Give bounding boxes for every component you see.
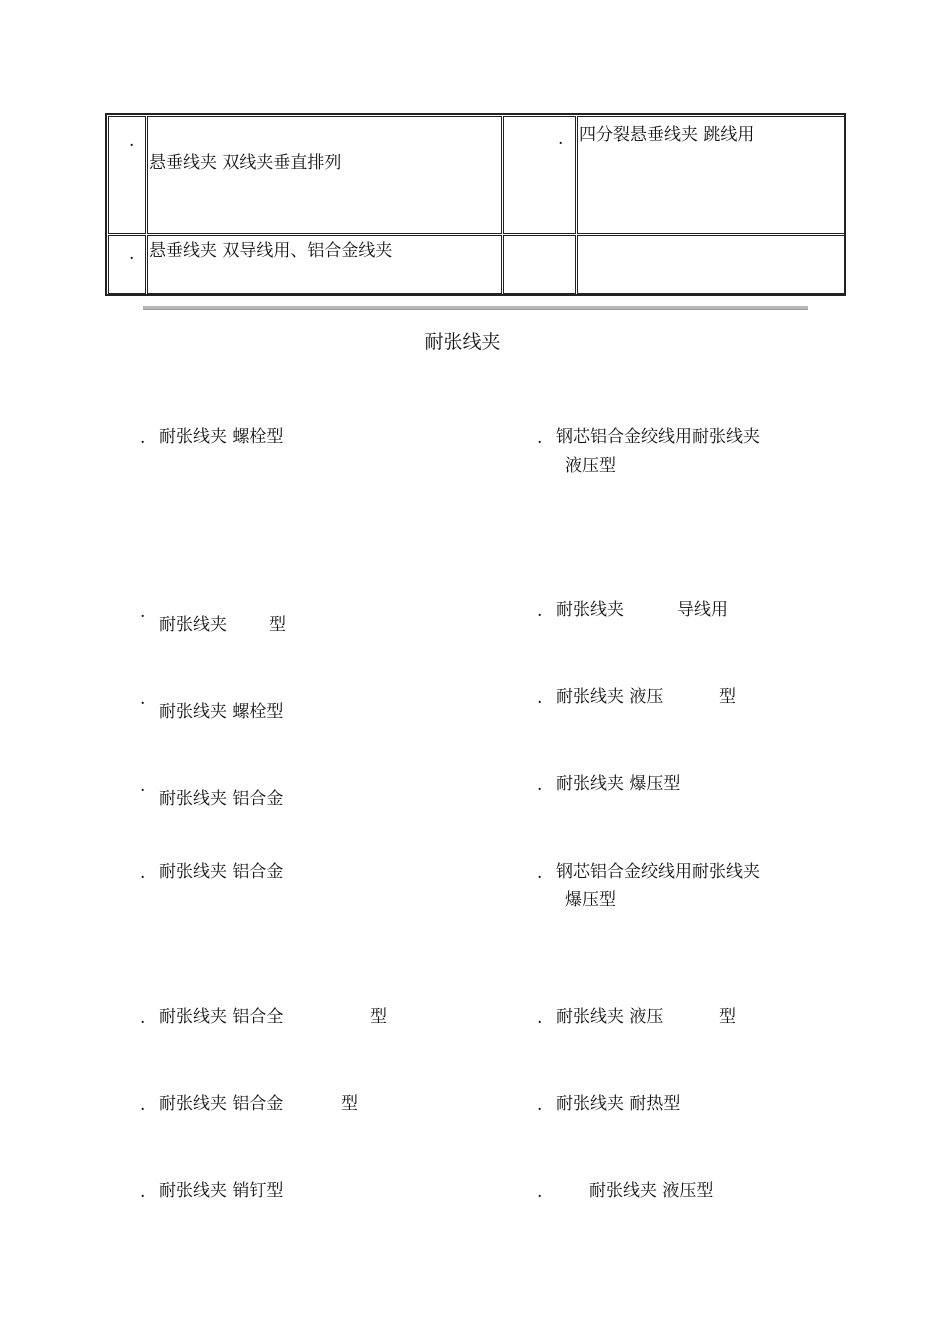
bullet: . (537, 863, 543, 883)
bullet: . (537, 688, 543, 708)
section-divider (143, 306, 808, 310)
row-2-marker-1: . (129, 244, 135, 264)
list-item: 钢芯铝合金绞线用耐张线夹 (556, 862, 760, 882)
bullet: . (537, 601, 543, 621)
section-title: 耐张线夹 (424, 331, 501, 353)
bullet: . (537, 775, 543, 795)
row-1-description-2: 四分裂悬垂线夹 跳线用 (579, 125, 755, 145)
list-item-suffix: 型 (719, 1007, 736, 1027)
list-item-suffix: 型 (719, 687, 736, 707)
list-item: 耐张线夹 (556, 600, 624, 620)
list-item-line-2: 液压型 (565, 456, 616, 476)
table-row-1-marker-cell (108, 116, 146, 234)
bullet: . (140, 689, 146, 709)
table-row-2-desc-cell (147, 235, 502, 294)
list-item: 耐张线夹 液压型 (589, 1181, 714, 1201)
table-row-1-desc-cell (147, 116, 502, 234)
bullet: . (140, 1095, 146, 1115)
list-item-suffix: 型 (341, 1094, 358, 1114)
bullet: . (537, 1095, 543, 1115)
bullet: . (537, 428, 543, 448)
list-item: 耐张线夹 爆压型 (556, 774, 681, 794)
list-item: 耐张线夹 铝合金 (159, 1094, 284, 1114)
list-item-suffix: 导线用 (677, 600, 728, 620)
list-item-suffix: 型 (269, 615, 286, 635)
bullet: . (140, 776, 146, 796)
bullet: . (140, 1182, 146, 1202)
list-item: 耐张线夹 铝合金 (159, 789, 284, 809)
bullet: . (537, 1008, 543, 1028)
list-item: 耐张线夹 耐热型 (556, 1094, 681, 1114)
bullet: . (537, 1182, 543, 1202)
list-item: 耐张线夹 螺栓型 (159, 427, 284, 447)
table-row-1-marker-cell-2 (503, 116, 576, 234)
table-row-1-desc-cell-2 (577, 116, 845, 234)
list-item-line-2: 爆压型 (565, 890, 616, 910)
row-1-description: 悬垂线夹 双线夹垂直排列 (149, 153, 342, 173)
clamp-table (105, 113, 846, 296)
list-item: 钢芯铝合金绞线用耐张线夹 (556, 427, 760, 447)
row-1-marker-2: . (558, 129, 564, 149)
bullet: . (140, 602, 146, 622)
list-item: 耐张线夹 (159, 615, 227, 635)
list-item: 耐张线夹 铝合金 (159, 862, 284, 882)
list-item-suffix: 型 (370, 1007, 387, 1027)
list-item: 耐张线夹 液压 (556, 687, 664, 707)
row-2-description: 悬垂线夹 双导线用、铝合金线夹 (149, 241, 393, 261)
bullet: . (140, 863, 146, 883)
row-1-marker-1: . (129, 131, 135, 151)
table-row-2-desc-cell-2 (577, 235, 845, 294)
list-item: 耐张线夹 液压 (556, 1007, 664, 1027)
bullet: . (140, 428, 146, 448)
list-item: 耐张线夹 螺栓型 (159, 702, 284, 722)
list-item: 耐张线夹 铝合全 (159, 1007, 284, 1027)
bullet: . (140, 1008, 146, 1028)
table-row-2-marker-cell (108, 235, 146, 294)
list-item: 耐张线夹 销钉型 (159, 1181, 284, 1201)
table-row-2-marker-cell-2 (503, 235, 576, 294)
